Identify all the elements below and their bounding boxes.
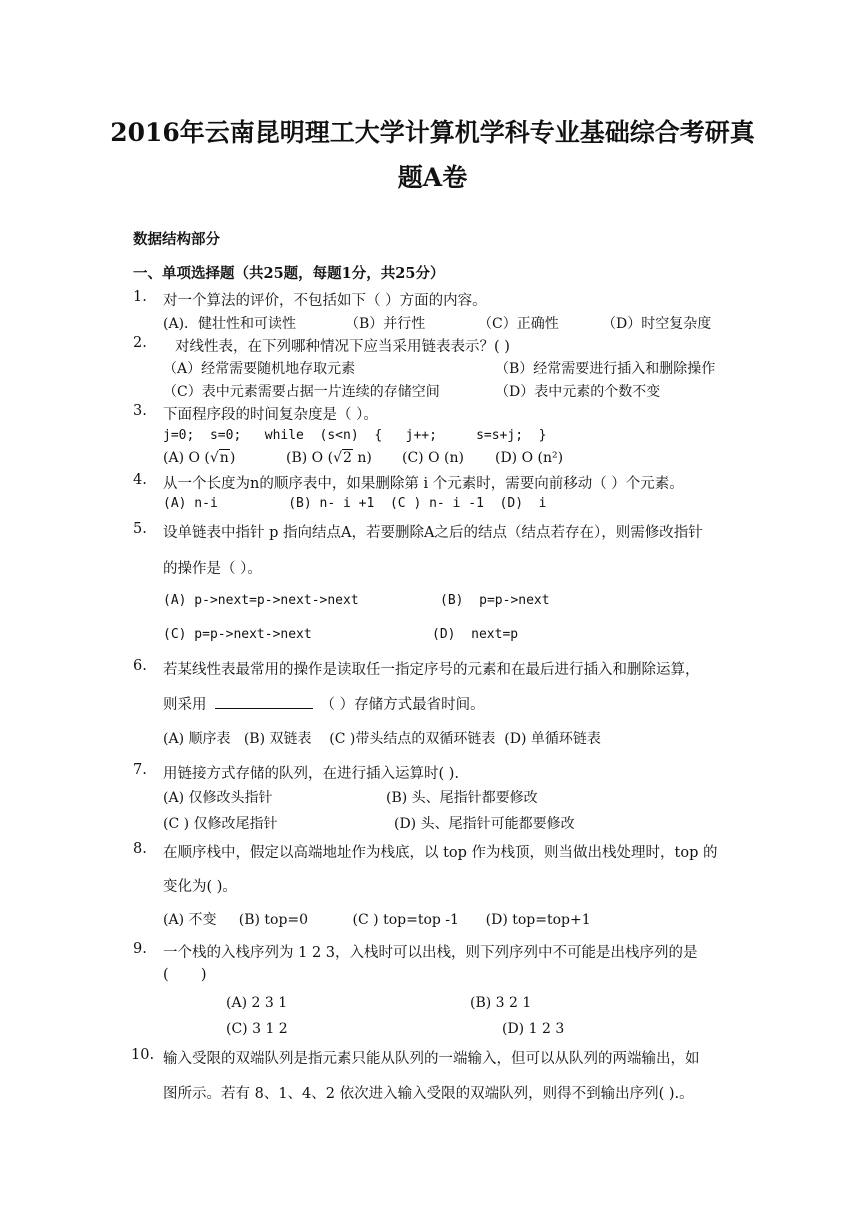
question-text: 下面程序段的时间复杂度是（ ）。 [163, 407, 378, 423]
question-number: 2. [133, 335, 147, 351]
question-number: 5. [133, 521, 147, 537]
doc-title-line2: 题A卷 [397, 163, 468, 192]
option-a: (A)．健壮性和可读性 [163, 316, 297, 332]
question-text: 对线性表，在下列哪种情况下应当采用链表表示？( ) [175, 339, 510, 355]
option-b: (B) 头、尾指针都要修改 [386, 790, 538, 806]
question-text: 从一个长度为n的顺序表中，如果删除第 i 个元素时，需要向前移动（ ）个元素。 [163, 476, 684, 492]
option-d: (D) 1 2 3 [502, 1021, 565, 1037]
question-number: 4. [133, 472, 147, 488]
question-number: 1. [133, 289, 147, 305]
option-a: (A) 2 3 1 [226, 995, 288, 1011]
question-number: 9. [133, 941, 147, 957]
option-d: （D）表中元素的个数不变 [495, 384, 661, 400]
option-d: （D）时空复杂度 [602, 316, 712, 332]
option-d: (D) next=p [432, 627, 519, 642]
question-number: 10. [131, 1047, 155, 1063]
option-a: (A) 仅修改头指针 [163, 790, 273, 806]
option-a: （A）经常需要随机地存取元素 [163, 361, 356, 377]
question-text-cont: 图所示。若有 8、1、4、2 依次进入输入受限的双端队列，则得不到输出序列( ).。 [163, 1086, 694, 1102]
sqrt-sign: √ [333, 450, 342, 466]
option-d: (D) O (n²) [495, 450, 564, 466]
question-text-cont: 的操作是（ ）。 [163, 561, 262, 577]
option-b: （B）经常需要进行插入和删除操作 [495, 361, 716, 377]
question-text-cont: ( ) [163, 967, 207, 983]
option-b: (B) p=p->next [440, 593, 550, 608]
option-c: (C) 3 1 2 [226, 1021, 288, 1037]
question-text: 设单链表中指针 p 指向结点A，若要删除A之后的结点（结点若存在），则需修改指针 [163, 525, 703, 541]
question-text-cont: 则采用 （ ）存储方式最省时间。 [163, 693, 485, 714]
option-c: (C ) 仅修改尾指针 [163, 816, 278, 832]
question-text: 对一个算法的评价，不包括如下（ ）方面的内容。 [163, 293, 487, 309]
question-text-cont: 变化为( )。 [163, 879, 237, 895]
doc-title-line1: 2016年云南昆明理工大学计算机学科专业基础综合考研真 [110, 118, 755, 147]
question-number: 6. [133, 658, 147, 674]
option-d: (D) 头、尾指针可能都要修改 [394, 816, 575, 832]
option-a: (A) O (√n) [163, 450, 236, 466]
option-c: (C) p=p->next->next [163, 627, 312, 642]
code-snippet: j=0; s=0; while (s<n) { j++; s=s+j; } [163, 428, 547, 443]
options-row: (A) 不变 (B) top=0 (C ) top=top -1 (D) top=top+1 [163, 912, 591, 928]
fill-in-blank [215, 694, 313, 709]
part-heading: 一、单项选择题（共25题，每题1分，共25分） [133, 265, 445, 282]
sqrt-sign: √ [209, 450, 219, 466]
options-row: (A) 顺序表 (B) 双链表 (C )带头结点的双循环链表 (D) 单循环链表 [163, 731, 601, 747]
question-text: 用链接方式存储的队列，在进行插入运算时( ). [163, 766, 460, 782]
question-text: 一个栈的入栈序列为 1 2 3，入栈时可以出栈，则下列序列中不可能是出栈序列的是 [163, 945, 698, 961]
question-text: 在顺序栈中，假定以高端地址作为栈底，以 top 作为栈顶，则当做出栈处理时，top 的 [163, 845, 718, 861]
question-text: 输入受限的双端队列是指元素只能从队列的一端输入，但可以从队列的两端输出，如 [163, 1051, 700, 1067]
question-number: 7. [133, 762, 147, 778]
option-b: (B) O (√2 n) [286, 450, 372, 466]
question-number: 3. [133, 403, 147, 419]
question-number: 8. [133, 841, 147, 857]
section-label: 数据结构部分 [133, 231, 220, 248]
option-b: (B) 3 2 1 [470, 995, 532, 1011]
options-row: (A) n-i (B) n- i +1 (C ) n- i -1 (D) i [163, 496, 547, 511]
question-text: 若某线性表最常用的操作是读取任一指定序号的元素和在最后进行插入和删除运算， [163, 662, 700, 678]
option-c: (C) O (n) [402, 450, 464, 466]
option-a: (A) p->next=p->next->next [163, 593, 359, 608]
option-b: （B）并行性 [345, 316, 426, 332]
option-c: （C）正确性 [478, 316, 559, 332]
option-c: （C）表中元素需要占据一片连续的存储空间 [163, 384, 440, 400]
